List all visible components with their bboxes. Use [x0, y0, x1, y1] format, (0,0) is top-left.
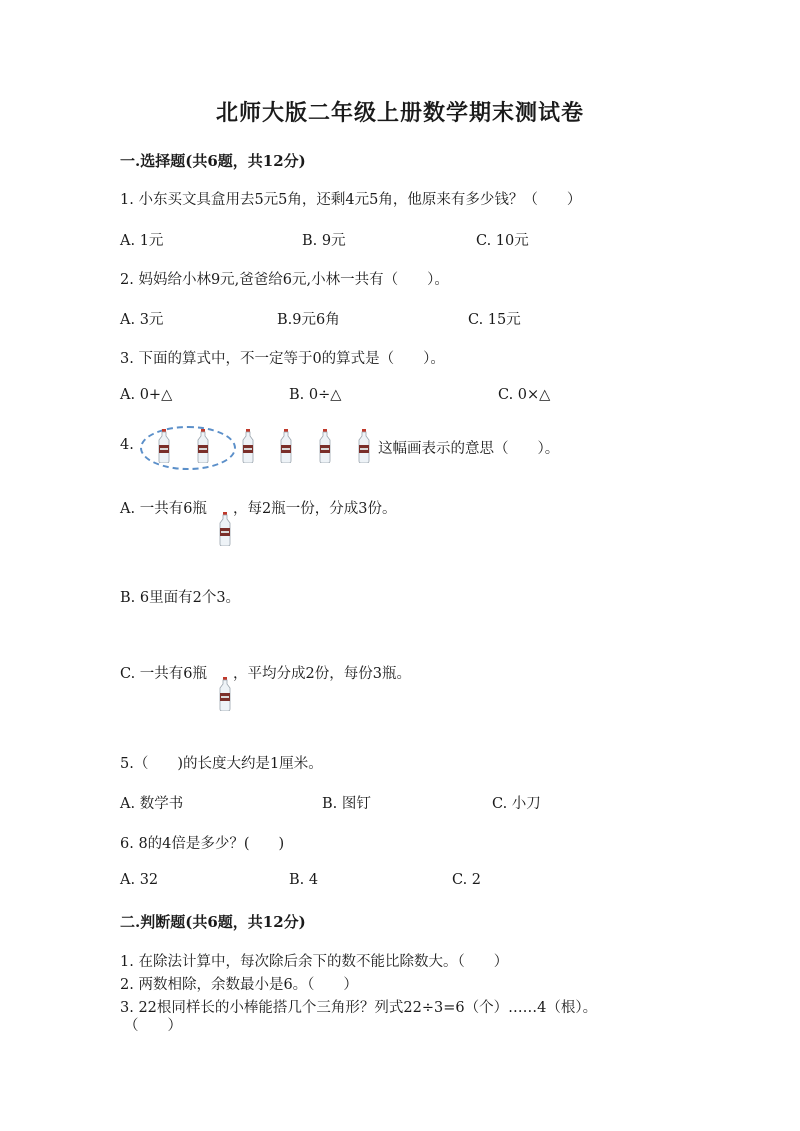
- bottle-icon: [318, 429, 332, 463]
- bottle-icon: [218, 512, 232, 546]
- question-3: 3. 下面的算式中，不一定等于0的算式是（ ）。: [120, 351, 445, 367]
- q4-option-a-rest: ，每2瓶一份，分成3份。: [233, 501, 397, 517]
- section-2-heading: 二.判断题(共6题，共12分): [120, 913, 306, 931]
- q2-option-c[interactable]: C. 15元: [468, 312, 521, 328]
- q6-option-a[interactable]: A. 32: [120, 872, 159, 888]
- judgement-3: 3. 22根同样长的小棒能搭几个三角形？列式22÷3=6（个）……4（根）。: [120, 1000, 598, 1016]
- q5-option-b[interactable]: B. 图钉: [322, 796, 371, 812]
- judgement-2: 2. 两数相除，余数最小是6。（ ）: [120, 977, 358, 993]
- q3-option-a[interactable]: A. 0+△: [120, 387, 173, 403]
- judgement-3-answer-blank[interactable]: （ ）: [124, 1018, 182, 1034]
- q2-option-b[interactable]: B.9元6角: [277, 312, 340, 328]
- q5-option-a[interactable]: A. 数学书: [120, 796, 184, 812]
- question-4: 这幅画表示的意思（ ）。: [378, 441, 560, 457]
- q4-option-b[interactable]: B. 6里面有2个3。: [120, 590, 241, 606]
- grouping-oval: [140, 426, 236, 470]
- bottle-icon: [157, 429, 171, 463]
- judgement-1: 1. 在除法计算中，每次除后余下的数不能比除数大。（ ）: [120, 954, 509, 970]
- question-4-number: 4.: [120, 437, 134, 453]
- bottle-icon: [196, 429, 210, 463]
- q1-option-a[interactable]: A. 1元: [120, 233, 164, 249]
- bottle-icon: [241, 429, 255, 463]
- question-6: 6. 8的4倍是多少？( ): [120, 836, 285, 852]
- section-1-heading: 一.选择题(共6题，共12分): [120, 152, 306, 170]
- question-1: 1. 小东买文具盒用去5元5角，还剩4元5角，他原来有多少钱？（ ）: [120, 192, 582, 208]
- q4-option-a[interactable]: A. 一共有6瓶: [120, 501, 207, 517]
- page-title: 北师大版二年级上册数学期末测试卷: [215, 100, 584, 126]
- bottle-icon: [218, 677, 232, 711]
- q6-option-b[interactable]: B. 4: [289, 872, 319, 888]
- bottle-icon: [357, 429, 371, 463]
- q5-option-c[interactable]: C. 小刀: [492, 796, 541, 812]
- q6-option-c[interactable]: C. 2: [452, 872, 482, 888]
- question-2: 2. 妈妈给小林9元,爸爸给6元,小林一共有（ ）。: [120, 272, 449, 288]
- q2-option-a[interactable]: A. 3元: [120, 312, 164, 328]
- question-5: 5.（ )的长度大约是1厘米。: [120, 756, 323, 772]
- q4-option-c[interactable]: C. 一共有6瓶: [120, 666, 208, 682]
- bottle-icon: [279, 429, 293, 463]
- q1-option-c[interactable]: C. 10元: [476, 233, 529, 249]
- q4-option-c-rest: ，平均分成2份，每份3瓶。: [233, 666, 411, 682]
- q3-option-b[interactable]: B. 0÷△: [289, 387, 342, 403]
- q1-option-b[interactable]: B. 9元: [302, 233, 346, 249]
- q3-option-c[interactable]: C. 0×△: [498, 387, 551, 403]
